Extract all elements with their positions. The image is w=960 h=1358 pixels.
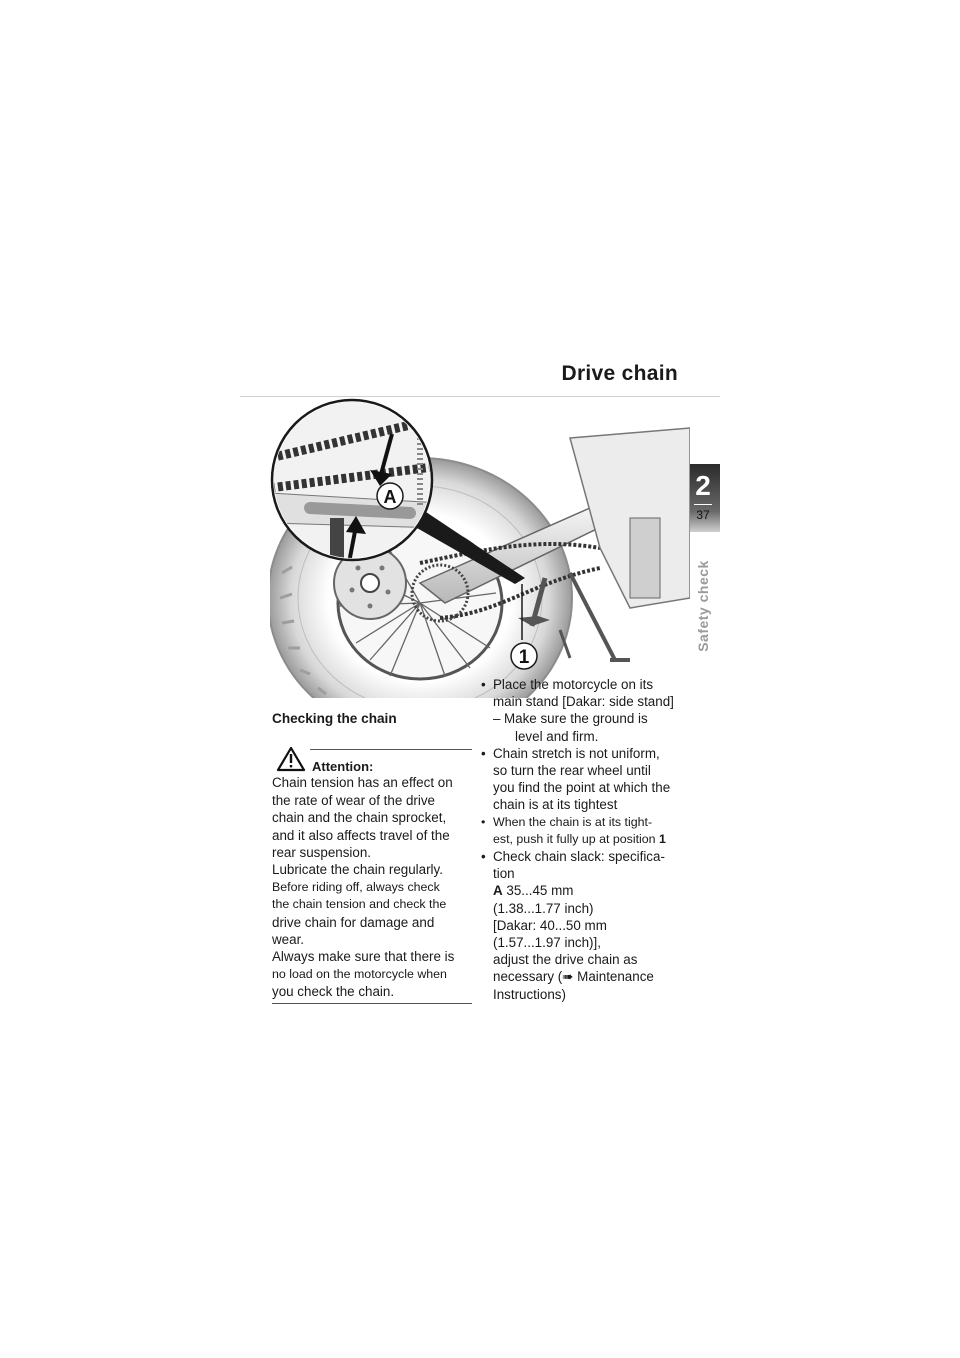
step-line: Check chain slack: specifica- [493, 849, 665, 865]
chapter-number: 2 [695, 470, 711, 501]
bullet-marker: • [481, 745, 486, 761]
page-number: 37 [696, 508, 710, 522]
left-column [272, 710, 472, 1004]
attention-line: no load on the motorcycle when [272, 966, 447, 981]
attention-label: Attention: [312, 759, 374, 775]
step-line: you find the point at which the [493, 780, 671, 796]
step-line: Place the motorcycle on its [493, 677, 654, 692]
step-line: adjust the drive chain as [493, 952, 638, 968]
bullet-marker: • [481, 677, 486, 692]
attention-line: Lubricate the chain regularly. [272, 862, 443, 878]
chapter-tab-divider [694, 504, 712, 505]
step-check-slack [480, 848, 690, 1003]
position-ref: 1 [659, 831, 666, 846]
attention-line: drive chain for damage and [272, 914, 435, 930]
reference-arrow-icon: ➠ [562, 969, 574, 985]
attention-header [272, 752, 472, 774]
right-column [480, 676, 690, 1003]
attention-text [272, 774, 472, 1000]
attention-bottom-rule [272, 1003, 472, 1004]
attention-line: Always make sure that there is [272, 949, 455, 965]
step-line: (1.38...1.77 inch) [493, 900, 594, 916]
step-line: main stand [Dakar: side stand] [493, 694, 674, 710]
attention-line: chain and the chain sprocket, [272, 810, 447, 826]
attention-line: and it also affects travel of the [272, 827, 450, 843]
attention-line: wear. [272, 932, 305, 948]
drive-chain-illustration [270, 398, 690, 698]
step-line: chain is at its tightest [493, 797, 618, 813]
title-rule [240, 396, 720, 397]
section-heading: Checking the chain [272, 711, 397, 726]
attention-line: the chain tension and check the [272, 897, 447, 912]
step-line: tion [493, 866, 515, 882]
dash-marker: – [493, 711, 501, 727]
step-line: Instructions) [493, 986, 566, 1002]
attention-line: rear suspension. [272, 845, 371, 861]
step-chain-stretch [480, 745, 690, 814]
bullet-marker: • [481, 849, 486, 865]
spec-value: 35...45 mm [502, 883, 574, 899]
attention-line: Before riding off, always check [272, 879, 440, 894]
callout-a-label: A [383, 487, 397, 507]
warning-icon [276, 746, 306, 772]
section-side-label: Safety check [695, 560, 711, 652]
step-line: When the chain is at its tight- [493, 814, 653, 829]
step-line: [Dakar: 40...50 mm [493, 917, 607, 933]
step-place-motorcycle [480, 676, 690, 710]
step-text: est, push it fully up at position [493, 831, 659, 846]
step-line [493, 831, 690, 848]
spec-label: A [493, 883, 503, 899]
ref-prefix: necessary ( [493, 969, 563, 985]
step-line: Chain stretch is not uniform, [493, 745, 660, 761]
step-line [493, 968, 690, 985]
chapter-tab [686, 464, 720, 532]
step-push-chain [480, 814, 690, 848]
reference-link[interactable]: Maintenance [573, 969, 654, 985]
attention-line: the rate of wear of the drive [272, 792, 436, 808]
callout-1-label: 1 [518, 647, 530, 668]
attention-top-rule [310, 749, 472, 750]
spec-line [493, 882, 690, 899]
step-line: (1.57...1.97 inch)], [493, 935, 601, 951]
attention-line: you check the chain. [272, 984, 395, 1000]
attention-line: Chain tension has an effect on [272, 775, 453, 791]
motorcycle-rear-drawing [270, 398, 690, 698]
page-title: Drive chain [561, 362, 678, 385]
step-line: so turn the rear wheel until [493, 763, 651, 779]
step-line: level and firm. [515, 728, 599, 744]
substep-ground [480, 710, 690, 744]
bullet-marker: • [481, 814, 486, 829]
step-line: Make sure the ground is [504, 711, 648, 727]
